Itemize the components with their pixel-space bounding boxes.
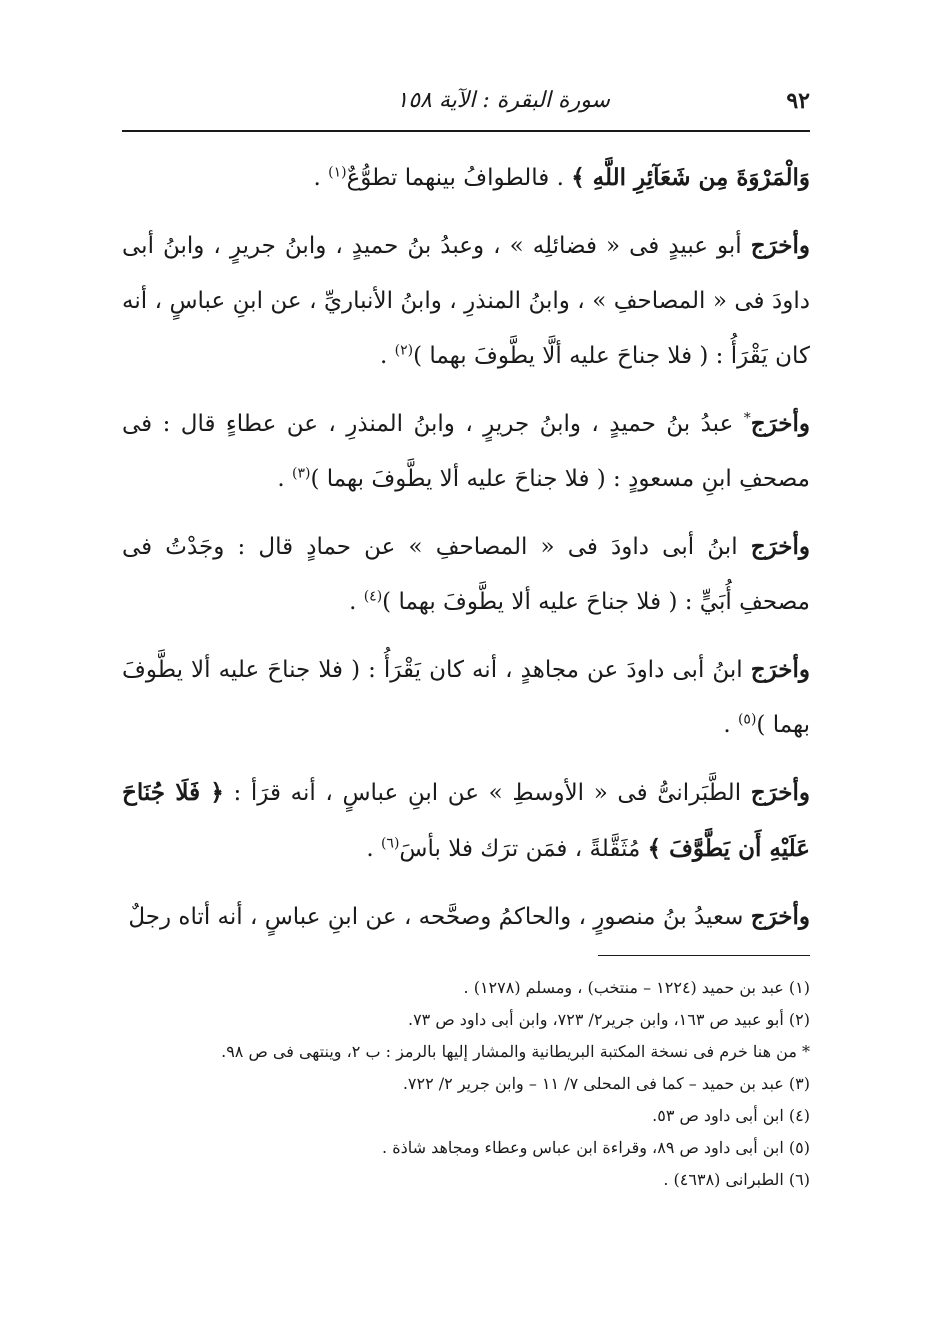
paragraph-text: الطَّبَرانىُّ فى « الأوسطِ » عن ابنِ عباسٍ ، أنه قرَأ : bbox=[233, 780, 742, 806]
footnote-5: (٥) ابن أبى داود ص ٨٩، وقراءة ابن عباس وعطاء ومجاهد شاذة . bbox=[382, 1138, 810, 1157]
keyword-akhraja: وأخرَج bbox=[750, 903, 810, 930]
footnote-ref: (٣) bbox=[291, 465, 311, 482]
footnote-3: (٣) عبد بن حميد – كما فى المحلى ٧/ ١١ – وابن جرير ٢/ ٧٢٢. bbox=[402, 1074, 810, 1093]
page-number: ٩٢ bbox=[786, 88, 810, 114]
paragraph-3 bbox=[122, 396, 810, 507]
paragraph-end: . bbox=[313, 165, 321, 191]
paragraph-end: . bbox=[379, 343, 388, 369]
keyword-akhraja: وأخرَج bbox=[750, 410, 811, 437]
quran-quote: ﴿ فَلَا جُنَاحَ عَلَيْهِ أَن يَطَّوَّفَ ﴾ bbox=[122, 779, 810, 862]
footnote-asterisk: * من هنا خرم فى نسخة المكتبة البريطانية والمشار إليها بالرمز : ب ٢، وينتهى فى ص ٩٨. bbox=[221, 1042, 810, 1061]
paragraph-7 bbox=[122, 889, 810, 945]
footnote-ref: (٦) bbox=[380, 835, 400, 852]
paragraph-end: . bbox=[366, 836, 374, 862]
keyword-akhraja: وأخرَج bbox=[750, 656, 811, 683]
paragraph-text: أبو عبيدٍ فى « فضائلِه » ، وعبدُ بنُ حميدٍ ، وابنُ جريرٍ ، وابنُ أبى داودَ فى « المصاحفِ » ، وابنُ المنذرِ ، وابنُ الأنباريِّ ، عن ابنِ عباسٍ ، أنه كان يَقْرَأُ : ( فلا جناحَ عليه ألَّا يطَّوفَ بهما ) bbox=[122, 233, 810, 369]
quran-quote: وَالْمَرْوَةَ مِن شَعَآئِرِ اللَّهِ ﴾ bbox=[571, 164, 810, 191]
paragraph-text: سعيدُ بنُ منصورٍ ، والحاكمُ وصحَّحه ، عن ابنِ عباسٍ ، أنه أتاه رجلٌ bbox=[128, 904, 744, 930]
footnotes bbox=[122, 972, 810, 1196]
paragraph-5 bbox=[122, 642, 810, 753]
keyword-akhraja: وأخرَج bbox=[750, 779, 810, 806]
paragraph-end: . bbox=[723, 712, 731, 738]
paragraph-text-continued: مُثَقَّلةً ، فمَن ترَك فلا بأسَ bbox=[399, 836, 641, 862]
footnote-ref: (٥) bbox=[737, 711, 757, 728]
paragraph-text: ابنُ أبى داودَ فى « المصاحفِ » عن حمادٍ قال : وجَدْتُ فى مصحفِ أُبَيٍّ : ( فلا جناحَ عليه ألا يطَّوفَ بهما ) bbox=[122, 534, 810, 615]
main-text bbox=[122, 150, 810, 957]
paragraph-text: . فالطوافُ بينهما تطوُّعٌ bbox=[346, 165, 564, 191]
paragraph-end: . bbox=[349, 589, 357, 615]
asterisk-mark: * bbox=[743, 410, 751, 427]
paragraph-end: . bbox=[277, 466, 285, 492]
paragraph-4 bbox=[122, 519, 810, 630]
footnote-4: (٤) ابن أبى داود ص ٥٣. bbox=[652, 1106, 810, 1125]
paragraph-6 bbox=[122, 765, 810, 877]
paragraph-text: عبدُ بنُ حميدٍ ، وابنُ جريرٍ ، وابنُ المنذرِ ، عن عطاءٍ قال : فى مصحفِ ابنِ مسعودٍ : ( فلا جناحَ عليه ألا يطَّوفَ بهما ) bbox=[122, 411, 810, 492]
footnote-separator bbox=[598, 955, 810, 956]
paragraph-2 bbox=[122, 218, 810, 384]
page-header bbox=[122, 84, 810, 124]
footnote-ref: (٢) bbox=[394, 342, 414, 359]
footnote-2: (٢) أبو عبيد ص ١٦٣، وابن جرير٢/ ٧٢٣، وابن أبى داود ص ٧٣. bbox=[407, 1010, 810, 1029]
footnote-1: (١) عبد بن حميد (١٢٢٤ – منتخب) ، ومسلم (١٢٧٨) . bbox=[463, 978, 810, 997]
header-rule bbox=[122, 130, 810, 132]
footnote-ref: (١) bbox=[328, 164, 347, 181]
paragraph-1 bbox=[122, 150, 810, 206]
footnote-ref: (٤) bbox=[363, 588, 383, 605]
paragraph-text: ابنُ أبى داودَ عن مجاهدٍ ، أنه كان يَقْرَأُ : ( فلا جناحَ عليه ألا يطَّوفَ بهما ) bbox=[122, 657, 810, 738]
keyword-akhraja: وأخرَج bbox=[750, 533, 810, 560]
footnote-6: (٦) الطبرانى (٤٦٣٨) . bbox=[663, 1170, 810, 1189]
keyword-akhraja: وأخرَج bbox=[750, 232, 810, 259]
running-title: سورة البقرة : الآية ١٥٨ bbox=[396, 88, 610, 113]
